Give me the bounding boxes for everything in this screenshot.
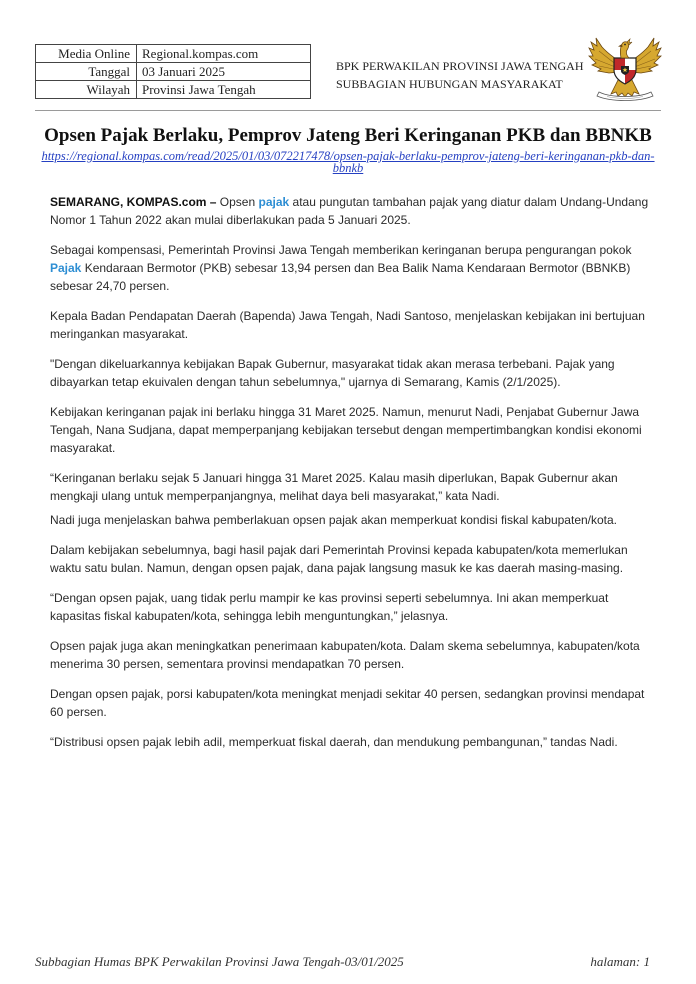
article-line: Dengan opsen pajak, porsi kabupaten/kota meningkat menjadi sekitar 40 persen, sedangkan provinsi mendapat (50, 687, 645, 701)
article-body (50, 193, 670, 763)
article-paragraph (50, 241, 670, 295)
article-line: "Dengan dikeluarkannya kebijakan Bapak Gubernur, masyarakat tidak akan merasa terbebani. Pajak yang (50, 357, 615, 371)
article-line: “Distribusi opsen pajak lebih adil, memperkuat fiskal daerah, dan mendukung pembangunan,” tandas Nadi. (50, 735, 618, 749)
dateline: SEMARANG, KOMPAS.com – (50, 195, 217, 209)
article-line: masyarakat. (50, 441, 116, 455)
article-paragraph (50, 469, 670, 505)
article-paragraph (50, 307, 670, 343)
article-paragraph (50, 511, 670, 529)
article-line: sebesar 24,70 persen. (50, 279, 170, 293)
article-paragraph (50, 733, 670, 751)
text-segment: Kendaraan Bermotor (PKB) sebesar 13,94 persen dan Bea Balik Nama Kendaraan Bermotor (BBNKB) (81, 261, 631, 275)
text-segment: atau pungutan tambahan pajak yang diatur dalam Undang-Undang (289, 195, 649, 209)
info-row-date (36, 63, 311, 81)
footer-credit: Subbagian Humas BPK Perwakilan Provinsi Jawa Tengah-03/01/2025 (35, 954, 404, 969)
article-line: menerima 30 persen, sementara provinsi mendapatkan 70 persen. (50, 657, 405, 671)
garuda-emblem-icon (587, 33, 663, 103)
article-line: meringankan masyarakat. (50, 327, 189, 341)
article-line: “Dengan opsen pajak, uang tidak perlu mampir ke kas provinsi seperti sebelumnya. Ini akan memperkuat (50, 591, 609, 605)
region-value: Provinsi Jawa Tengah (137, 81, 311, 99)
region-label: Wilayah (36, 81, 137, 99)
media-label: Media Online (36, 45, 137, 63)
article-paragraph (50, 589, 670, 625)
article-paragraph (50, 193, 670, 229)
article-title: Opsen Pajak Berlaku, Pemprov Jateng Beri Keringanan PKB dan BBNKB (44, 125, 652, 146)
media-value: Regional.kompas.com (137, 45, 311, 63)
keyword-link[interactable]: Pajak (50, 261, 82, 275)
date-label: Tanggal (36, 63, 137, 81)
page-number: halaman: 1 (590, 954, 650, 969)
article-line (50, 193, 670, 211)
organization-name: BPK PERWAKILAN PROVINSI JAWA TENGAH (336, 59, 584, 73)
article-line: Sebagai kompensasi, Pemerintah Provinsi Jawa Tengah memberikan keringanan berupa pengurangan pokok (50, 243, 632, 257)
info-row-region (36, 81, 311, 99)
source-info-table (35, 44, 311, 99)
article-line: Opsen pajak juga akan meningkatkan penerimaan kabupaten/kota. Dalam skema sebelumnya, kabupaten/kota (50, 639, 640, 653)
article-line: 60 persen. (50, 705, 107, 719)
article-line: Dalam kebijakan sebelumnya, bagi hasil pajak dari Pemerintah Provinsi kepada kabupaten/kota memerlukan (50, 543, 628, 557)
source-url-line[interactable]: bbnkb (332, 161, 364, 175)
article-line: Nadi juga menjelaskan bahwa pemberlakuan opsen pajak akan memperkuat kondisi fiskal kabupaten/kota. (50, 513, 618, 527)
article-paragraph (50, 637, 670, 673)
article-paragraph (50, 403, 670, 457)
article-line: kapasitas fiskal kabupaten/kota, sehingga lebih menguntungkan,” jelasnya. (50, 609, 449, 623)
article-line (50, 259, 670, 277)
organization-header (336, 57, 584, 93)
header-divider (35, 110, 661, 111)
info-row-media (36, 45, 311, 63)
article-line: mengkaji ulang untuk memperpanjangnya, melihat daya beli masyarakat,” kata Nadi. (50, 489, 500, 503)
source-url-line[interactable]: https://regional.kompas.com/read/2025/01/03/072217478/opsen-pajak-berlaku-pemprov-jateng-beri-keringanan-pkb-dan- (41, 149, 655, 163)
article-paragraph (50, 685, 670, 721)
article-paragraph (50, 355, 670, 391)
organization-unit: SUBBAGIAN HUBUNGAN MASYARAKAT (336, 77, 563, 91)
article-line: Kebijakan keringanan pajak ini berlaku hingga 31 Maret 2025. Namun, menurut Nadi, Penjabat Gubernur Jawa (50, 405, 640, 419)
date-value: 03 Januari 2025 (137, 63, 311, 81)
article-line: dibayarkan tetap ekuivalen dengan tahun sebelumnya," ujarnya di Semarang, Kamis (2/1/2025). (50, 375, 561, 389)
article-paragraph (50, 541, 670, 577)
article-line: Tengah, Nana Sudjana, dapat memperpanjang kebijakan tersebut dengan mempertimbangkan kondisi ekonomi (50, 423, 642, 437)
text-segment: Opsen (216, 195, 259, 209)
article-line: Nomor 1 Tahun 2022 akan mulai diberlakukan pada 5 Januari 2025. (50, 213, 411, 227)
keyword-link[interactable]: pajak (258, 195, 290, 209)
article-line: waktu satu bulan. Namun, dengan opsen pajak, dana pajak langsung masuk ke kas daerah masing-masing. (50, 561, 624, 575)
article-line: “Keringanan berlaku sejak 5 Januari hingga 31 Maret 2025. Kalau masih diperlukan, Bapak Gubernur akan (50, 471, 618, 485)
article-line: Kepala Badan Pendapatan Daerah (Bapenda) Jawa Tengah, Nadi Santoso, menjelaskan kebijakan ini bertujuan (50, 309, 645, 323)
source-url[interactable] (0, 150, 696, 174)
